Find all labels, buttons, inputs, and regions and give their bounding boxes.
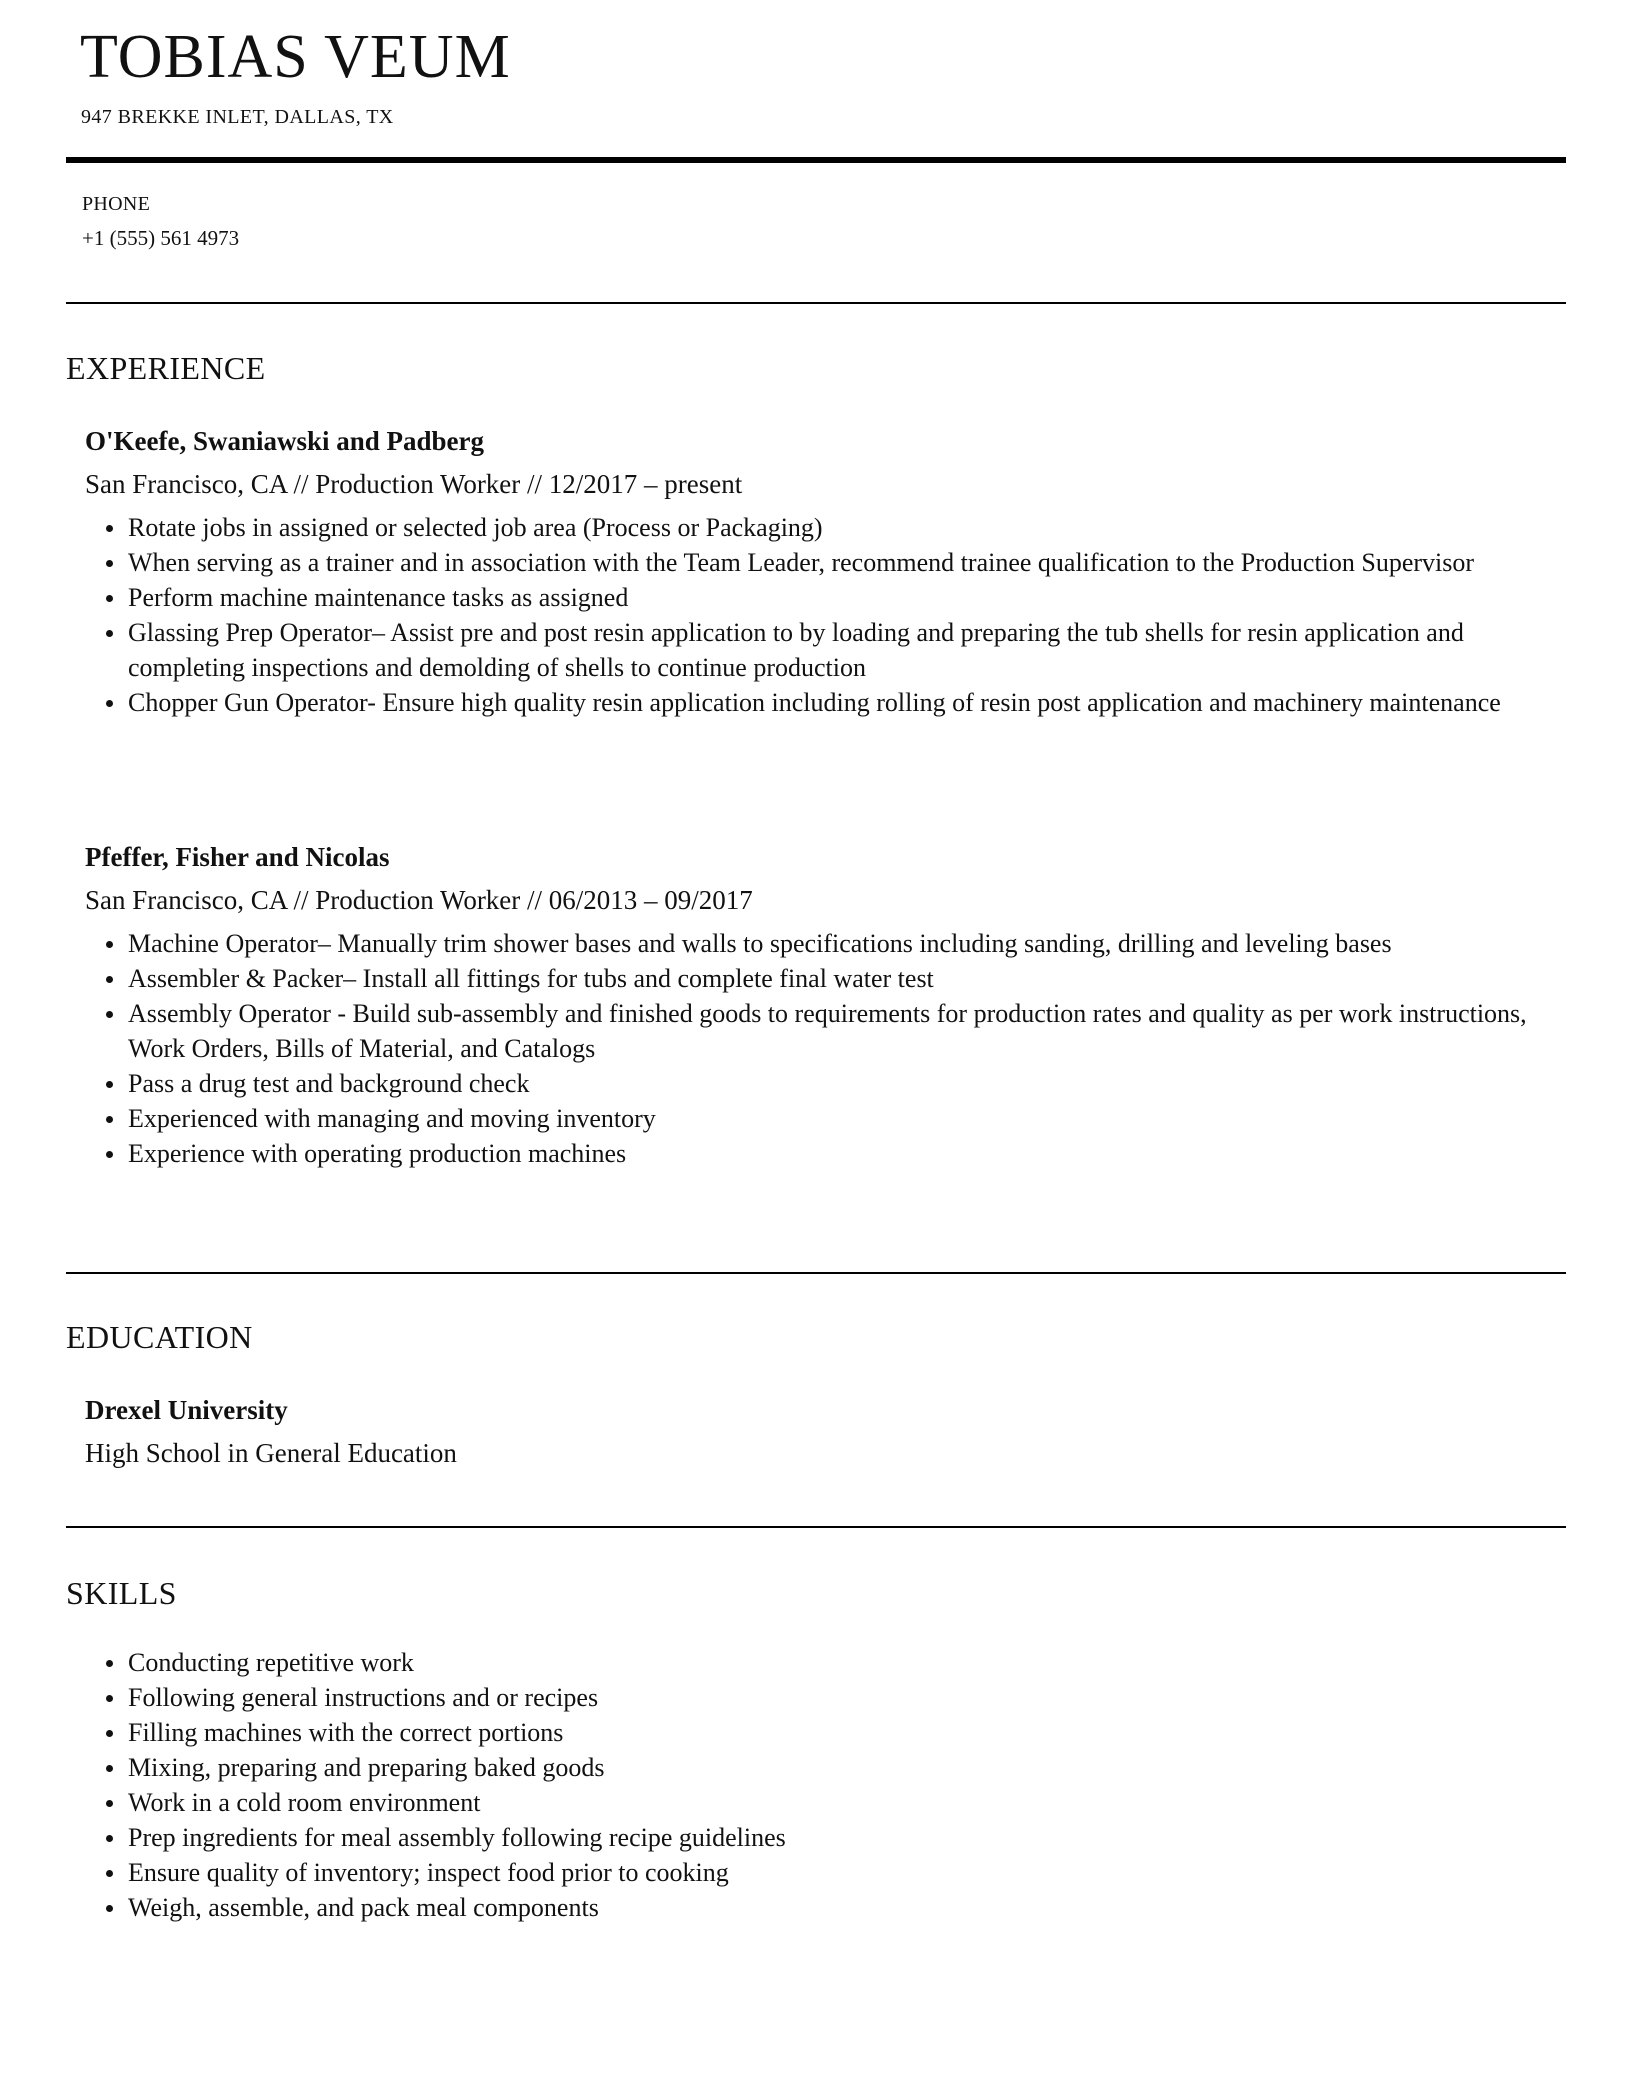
- list-item: Prep ingredients for meal assembly following recipe guidelines: [85, 1820, 1565, 1855]
- list-item: Experience with operating production machines: [85, 1136, 1565, 1171]
- education-heading: EDUCATION: [66, 1319, 253, 1355]
- skills-heading: SKILLS: [66, 1575, 177, 1611]
- list-item: Glassing Prep Operator– Assist pre and post resin application to by loading and preparing the tub shells for resin application and completing inspections and demolding of shells to continue production: [85, 615, 1565, 685]
- list-item: Weigh, assemble, and pack meal components: [85, 1890, 1565, 1925]
- job-company: Pfeffer, Fisher and Nicolas: [85, 842, 390, 872]
- candidate-address: 947 BREKKE INLET, DALLAS, TX: [81, 106, 394, 128]
- list-item: Mixing, preparing and preparing baked goods: [85, 1750, 1565, 1785]
- list-item: Following general instructions and or recipes: [85, 1680, 1565, 1715]
- list-item: Machine Operator– Manually trim shower bases and walls to specifications including sanding, drilling and leveling bases: [85, 926, 1565, 961]
- list-item: Assembler & Packer– Install all fittings for tubs and complete final water test: [85, 961, 1565, 996]
- degree: High School in General Education: [85, 1438, 457, 1468]
- job-company: O'Keefe, Swaniawski and Padberg: [85, 426, 485, 456]
- experience-divider: [66, 1272, 1566, 1274]
- phone-label: PHONE: [82, 193, 151, 215]
- job-entry: [85, 422, 1565, 720]
- list-item: Ensure quality of inventory; inspect food prior to cooking: [85, 1855, 1565, 1890]
- job-duties-list: [85, 510, 1565, 720]
- list-item: Pass a drug test and background check: [85, 1066, 1565, 1101]
- list-item: Perform machine maintenance tasks as assigned: [85, 580, 1565, 615]
- job-meta: San Francisco, CA // Production Worker // 12/2017 – present: [85, 469, 743, 499]
- list-item: Filling machines with the correct portions: [85, 1715, 1565, 1750]
- candidate-name: TOBIAS VEUM: [80, 23, 511, 91]
- phone-value: +1 (555) 561 4973: [82, 226, 240, 250]
- skills-entry: [85, 1645, 1565, 1925]
- skills-list: [85, 1645, 1565, 1925]
- experience-heading: EXPERIENCE: [66, 350, 266, 386]
- list-item: Work in a cold room environment: [85, 1785, 1565, 1820]
- contact-divider: [66, 302, 1566, 304]
- education-divider: [66, 1526, 1566, 1528]
- list-item: Experienced with managing and moving inventory: [85, 1101, 1565, 1136]
- list-item: Rotate jobs in assigned or selected job area (Process or Packaging): [85, 510, 1565, 545]
- school-name: Drexel University: [85, 1395, 288, 1425]
- header-divider: [66, 157, 1566, 163]
- list-item: Conducting repetitive work: [85, 1645, 1565, 1680]
- list-item: Assembly Operator - Build sub-assembly and finished goods to requirements for production rates and quality as per work instructions, Work Orders, Bills of Material, and Catalogs: [85, 996, 1565, 1066]
- job-entry: [85, 838, 1565, 1171]
- job-meta: San Francisco, CA // Production Worker // 06/2013 – 09/2017: [85, 885, 753, 915]
- education-entry: [85, 1391, 1565, 1473]
- job-duties-list: [85, 926, 1565, 1171]
- list-item: Chopper Gun Operator- Ensure high quality resin application including rolling of resin post application and machinery maintenance: [85, 685, 1565, 720]
- list-item: When serving as a trainer and in association with the Team Leader, recommend trainee qualification to the Production Supervisor: [85, 545, 1565, 580]
